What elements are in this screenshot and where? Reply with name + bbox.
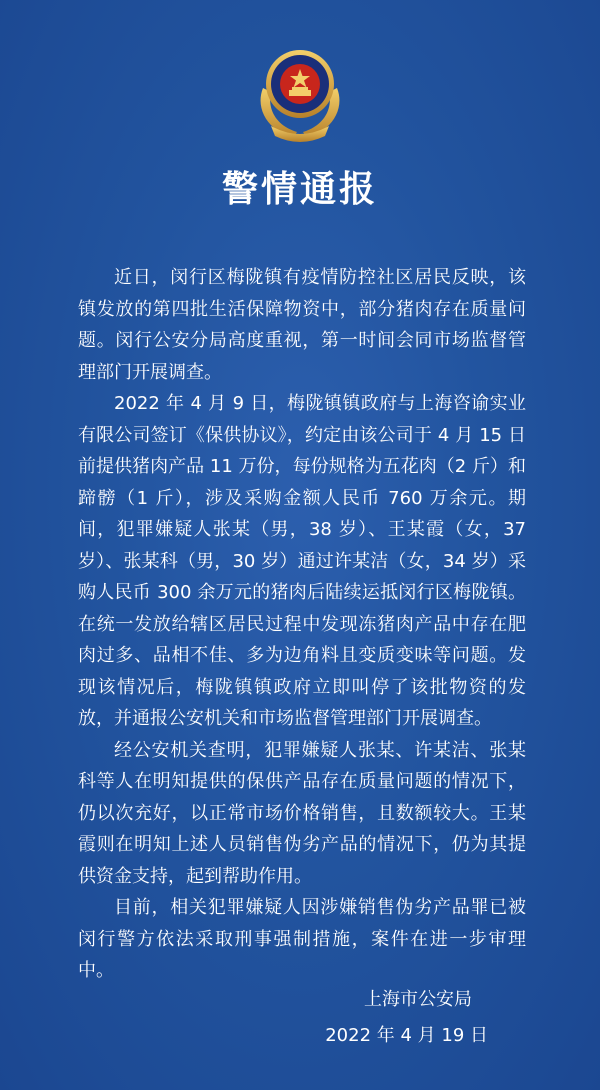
paragraph-2: 2022 年 4 月 9 日，梅陇镇镇政府与上海咨谕实业有限公司签订《保供协议》，约定由该公司于 4 月 15 日前提供猪肉产品 11 万份，每份规格为五花肉（2 斤）和蹄髈（1 斤），涉及采购金额人民币 760 万余元。期间，犯罪嫌疑人张某（男，38 岁）、王某霞（女，37 岁）、张某科（男，30 岁）通过许某洁（女，34 岁）采购人民币 300 余万元的猪肉后陆续运抵闵行区梅陇镇。在统一发放给辖区居民过程中发现冻猪肉产品中存在肥肉过多、品相不佳、多为边角料且变质变味等问题。发现该情况后，梅陇镇镇政府立即叫停了该批物资的发放，并通报公安机关和市场监督管理部门开展调查。 [78, 393, 526, 729]
paragraph-3: 经公安机关查明，犯罪嫌疑人张某、许某洁、张某科等人在明知提供的保供产品存在质量问题的情况下，仍以次充好，以正常市场价格销售，且数额较大。王某霞则在明知上述人员销售伪劣产品的情况下，仍为其提供资金支持，起到帮助作用。 [78, 739, 526, 887]
police-emblem-icon [245, 38, 355, 148]
issue-date: 2022 年 4 月 19 日 [325, 1025, 488, 1046]
paragraph-1: 近日，闵行区梅陇镇有疫情防控社区居民反映，该镇发放的第四批生活保障物资中，部分猪肉存在质量问题。闵行公安分局高度重视，第一时间会同市场监督管理部门开展调查。 [78, 267, 526, 383]
notice-body [78, 262, 526, 987]
paragraph-4: 目前，相关犯罪嫌疑人因涉嫌销售伪劣产品罪已被闵行警方依法采取刑事强制措施，案件在进一步审理中。 [78, 897, 526, 981]
notice-title: 警情通报 [221, 169, 378, 210]
issuing-organization: 上海市公安局 [364, 989, 472, 1010]
signature-block [325, 982, 488, 1054]
